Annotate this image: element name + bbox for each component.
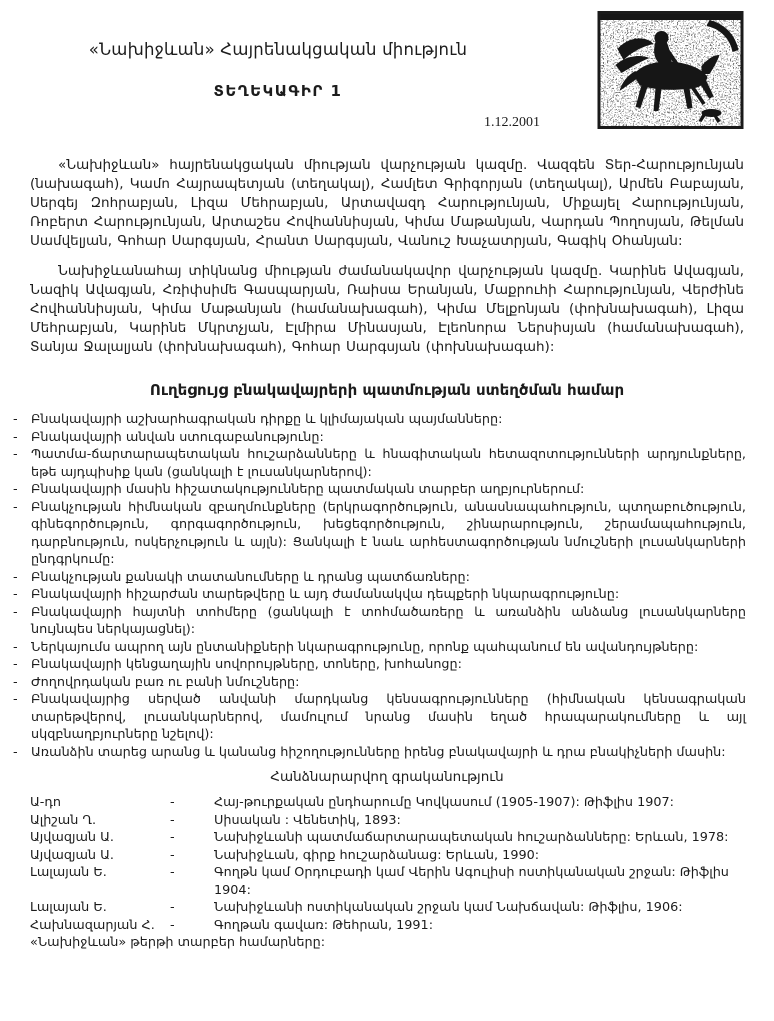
entry-dash: - [170,900,175,915]
horseman-relief-image [597,11,744,129]
bibliography-entry [30,794,746,812]
entry-dash: - [170,830,175,845]
document-header [0,0,556,100]
dash-bullet: - [13,692,18,707]
page-title: «Նախիջևան» Հայրենակցական միություն [88,40,468,59]
guide-list-item [13,604,746,639]
guide-item-text: Բնակավայրի աշխարհագրական դիրքը և կլիմայական պայմանները: [31,412,503,427]
dash-bullet: - [13,657,18,672]
dash-bullet: - [13,569,18,585]
entry-title: Գողթան գավառ: Թեհրան, 1991: [214,917,434,933]
entry-title: Սիսական : Վենետիկ, 1893: [214,812,401,828]
guide-list-item [13,691,746,744]
entry-author: Հախնազարյան Հ. [30,917,155,933]
women-union-paragraph: Նախիջևանահայ տիկնանց միության ժամանակավոր վարչության կազմը. Կարինե Ավագյան, Նազիկ Ավագյան, Հռիփսիմե Գասպարյան, Ռաիսա Երանյան, Մաքրուհի Հարությունյան, Վերժինե Հովհաննիսյան, Կիմա Մաթանյան (համանախագահ), Կիմա Մելքոնյան (փոխնախագահ), Լիզա Մեհրաբյան, Կարինե Մկրտչյան, Էլմիրա Մինասյան, Էլեոնորա Ներսիսյան (համանախագահ), Տանյա Ջալալյան (փոխնախագահ), Գոհար Սարգսյան (փոխնախագահ): [30,263,744,355]
entry-author: Այվազյան Ա. [30,830,114,845]
entry-title: Նախիջևան, գիրք հուշարձանաց: Երևան, 1990: [214,847,540,863]
entry-title: Հայ-թուրքական ընդհարումը Կովկասում (1905-1907): Թիֆլիս 1907: [214,795,674,810]
guide-list-item [13,481,746,499]
guide-list-item [13,586,746,604]
entry-dash: - [170,795,175,810]
guide-item-text: Բնակավայրի հիշարժան տարեթվերը և այդ ժամանակվա դեպքերի նկարագրությունը: [31,587,620,602]
bibliography-list [30,794,746,934]
entry-author: Այվազյան Ա. [30,847,114,863]
dash-bullet: - [13,639,18,655]
guide-list [13,411,746,761]
bibliography-footer: «Նախիջևան» թերթի տարբեր համարները: [30,935,326,950]
guide-list-item [13,674,746,692]
guide-item-text: Ժողովրդական բառ ու բանի նմուշները: [31,674,300,690]
entry-dash: - [170,865,175,880]
guide-item-text: Բնակավայրից սերված անվանի մարդկանց կենսագրությունները (հիմնական կենսագրական տարեթվերով, լուսանկարներով, մամուլում նրանց մասին եղած հրապարակումները և այլ սկզբնաղբյուրները նշելով): [31,692,746,742]
guide-item-text: Բնակչության հիմնական զբաղմունքները (երկրագործություն, անասնապահություն, պտղաբուծություն, գինեգործություն, գորգագործություն, խեցեգործություն, շինարարություն, շերամապահություն, դարբնություն, ոսկերչություն և այլն): Ցանկալի է նաև արհեստագործության նմուշների լուսանկարների ընդգրկումը: [31,499,746,567]
bibliography-heading: Հանձնարարվող գրականություն [270,769,504,785]
guide-list-item [13,656,746,674]
guide-item-text: Բնակավայրի անվան ստուգաբանությունը: [31,429,324,445]
board-paragraph: «Նախիջևան» հայրենակցական միության վարչության կազմը. Վազգեն Տեր-Հարությունյան (նախագահ), Կամո Հայրապետյան (տեղակալ), Համլետ Գրիգորյան (տեղակալ), Արմեն Բաբայան, Սերգեյ Զոհրաբյան, Լիզա Մեհրաբյան, Արտավազդ Հարությունյան, Միքայել Հարությունյան, Ռոբերտ Հարությունյան, Արտաշես Հովհաննիսյան, Կիմա Մաթանյան, Վարդան Պողոսյան, Թելման Սամվելյան, Գոհար Սարգսյան, Հրանտ Սարգսյան, Վանուշ Խաչատրյան, Գագիկ Օհանյան: [30,157,744,249]
dash-bullet: - [13,412,18,427]
bulletin-subtitle: ՏԵՂԵԿԱԳԻՐ 1 [213,82,343,100]
dash-bullet: - [13,587,18,602]
dash-bullet: - [13,482,18,497]
dash-bullet: - [13,429,18,445]
guide-item-text: Բնակչության քանակի տատանումները և դրանց պատճառները: [31,569,470,585]
entry-author: Լալայան Ե. [30,865,107,880]
bibliography-entry [30,899,746,917]
guide-list-item [13,639,746,657]
dash-bullet: - [13,604,18,620]
guide-item-text: Բնակավայրի կենցաղային սովորույթները, տոները, խոհանոցը: [31,657,462,672]
guide-item-text: Բնակավայրի մասին հիշատակությունները պատմական տարբեր աղբյուրներում: [31,482,585,497]
intro-paragraphs [30,156,744,357]
guide-list-item [13,411,746,429]
dash-bullet: - [13,674,18,690]
entry-title: Գողթն կամ Օրդուբադի կամ Վերին Ագուլիսի ոստիկանական շրջան: Թիֆլիս 1904: [214,865,729,898]
guide-list-item [13,429,746,447]
dash-bullet: - [13,744,18,760]
entry-author: Ա-դո [30,795,62,810]
document-date: 1.12.2001 [484,115,540,130]
entry-dash: - [170,917,175,933]
dash-bullet: - [13,499,18,515]
entry-title: Նախիջևանի պատմաճարտարապետական հուշարձանները: Երևան, 1978: [214,830,729,845]
guide-list-item [13,744,746,762]
guide-heading: Ուղեցույց բնակավայրերի պատմության ստեղծման համար [149,381,625,399]
bibliography-entry [30,917,746,935]
guide-item-text: Պատմա-ճարտարապետական հուշարձանները և հնագիտական հետազոտությունների արդյունքները, եթե այդպիսիք կան (ցանկալի է լուսանկարներով): [31,447,746,480]
bibliography-entry [30,847,746,865]
bibliography-entry [30,864,746,899]
guide-item-text: Առանձին տարեց արանց և կանանց հիշողությունները իրենց բնակավայրի և դրա բնակիչների մասին: [31,744,726,760]
guide-list-item [13,569,746,587]
entry-author: Ալիշան Ղ. [30,812,97,828]
entry-author: Լալայան Ե. [30,900,107,915]
entry-dash: - [170,847,175,863]
dash-bullet: - [13,447,18,462]
guide-list-item [13,446,746,481]
entry-title: Նախիջևանի ոստիկանական շրջան կամ Նախճավան: Թիֆլիս, 1906: [214,900,683,915]
guide-item-text: Բնակավայրի հայտնի տոհմերը (ցանկալի է տոհմածառերը և առանձին անձանց լուսանկարները նույնպես ներկայացնել): [31,604,746,637]
guide-list-item [13,499,746,569]
bibliography-entry [30,812,746,830]
entry-dash: - [170,812,175,828]
bibliography-entry [30,829,746,847]
guide-item-text: Ներկայումս ապրող այն ընտանիքների նկարագրությունը, որոնք պահպանում են ավանդույթները: [31,639,699,655]
